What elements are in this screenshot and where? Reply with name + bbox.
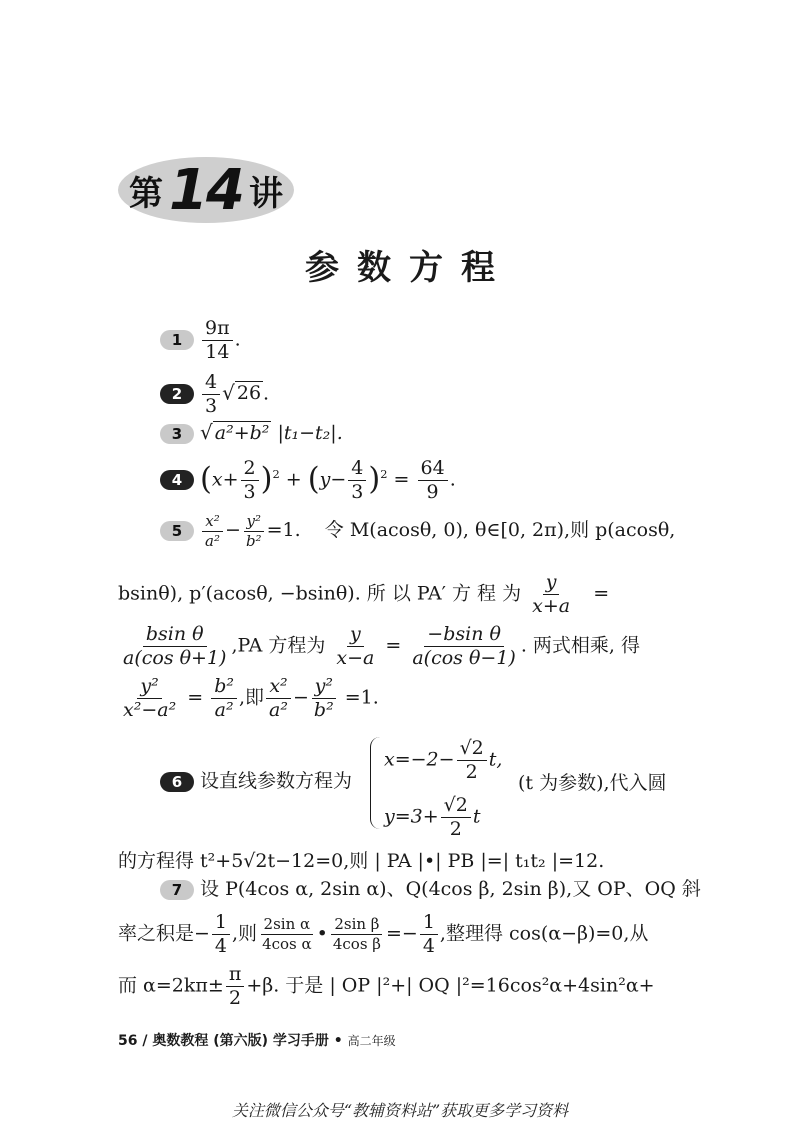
lecture-badge bbox=[118, 157, 294, 223]
question-number: 4 bbox=[160, 470, 194, 490]
grade-label: 高二年级 bbox=[347, 1034, 396, 1048]
question-number: 7 bbox=[160, 880, 194, 900]
watermark: 关注微信公众号“教辅资料站”获取更多学习资料 bbox=[231, 1101, 569, 1120]
answer-5-line-3: $\frac{\text{bsin θ}}{\text{a(cos θ+1)}}$ ,PA 方程为 $\frac{y}{x-a}$ = $\frac{\text{−bsin θ}}{\text{a(cos θ−1)}}$ . 两式相乘, 得 bbox=[123, 623, 641, 669]
answer-7-line-3: 而 α=2kπ± $\frac{\pi}{2}$ +β. 于是 | OP |²+| OQ |²=16cos²α+4sin²α+ bbox=[118, 963, 655, 1009]
answer-5-line-1: 5 $\frac{\text{x²}}{\text{a²}}$ − $\frac{\text{y²}}{\text{b²}}$ =1. 令 M(acosθ, 0), θ∈[0, 2π),则 p(acosθ, bbox=[160, 513, 675, 549]
answer-7-line-2: 率之积是− $\frac{1}{4}$ ,则 $\frac{\text{2sin α}}{\text{4cos α}}$ • $\frac{\text{2sin β}}{\text{4cos β}}$ =− $\frac{1}{4}$ ,整理得 cos(α−β)=0,从 bbox=[118, 911, 649, 957]
lecture-number: 14 bbox=[169, 157, 243, 223]
page-footer: 56 / 奥数教程 (第六版) 学习手册 • 高二年级 bbox=[118, 1033, 396, 1049]
question-number: 6 bbox=[160, 772, 194, 792]
page-title: 参数方程 bbox=[305, 248, 513, 288]
answer-7-line-1: 7 设 P(4cos α, 2sin α)、Q(4cos β, 2sin β),又 OP、OQ 斜 bbox=[160, 880, 701, 900]
lecture-suffix: 讲 bbox=[248, 173, 283, 214]
question-number: 5 bbox=[160, 521, 194, 541]
answer-2: 2 $\frac{4}{3}$ √ 26 . bbox=[160, 372, 269, 417]
question-number: 1 bbox=[160, 330, 194, 350]
answer-5-line-4: $\frac{\text{y²}}{\text{x²−a²}}$ = $\frac{\text{b²}}{\text{a²}}$ ,即 $\frac{\text{x²}}{\text{a²}}$ − $\frac{\text{y²}}{\text{b²}}$ =1. bbox=[123, 675, 379, 721]
parameter-note: (t 为参数),代入圆 bbox=[518, 772, 667, 794]
system-row-1: x=−2− $\frac{√2}{2}$ t, bbox=[384, 737, 503, 783]
answer-6-lead: 6 设直线参数方程为 bbox=[160, 772, 352, 792]
fraction: $\frac{9\pi}{14}$ bbox=[202, 318, 233, 363]
lecture-prefix: 第 bbox=[129, 173, 164, 214]
book-title: 奥数教程 (第六版) 学习手册 bbox=[152, 1033, 329, 1049]
page-number: 56 bbox=[118, 1033, 138, 1049]
fraction: $\frac{4}{3}$ bbox=[202, 372, 220, 417]
question-number: 3 bbox=[160, 424, 194, 444]
answer-4: 4 (x+ $\frac{2}{3}$ )$^2$ + (y− $\frac{4}{3}$ )$^2$ = $\frac{64}{9}$ . bbox=[160, 458, 456, 503]
system-row-2: y=3+ $\frac{√2}{2}$ t bbox=[384, 794, 481, 840]
answer-3: 3 √ a²+b² |t₁−t₂|. bbox=[160, 423, 343, 444]
system-brace bbox=[370, 737, 381, 829]
answer-5-line-2: bsinθ), p′(acosθ, −bsinθ). 所 以 PA′ 方 程 为 $\frac{y}{x+a}$ = bbox=[118, 571, 610, 617]
answer-1: 1 $\frac{9\pi}{14}$ . bbox=[160, 318, 241, 363]
answer-6-line-2: 的方程得 t²+5√2t−12=0,则 | PA |•| PB |=| t₁t₂ |=12. bbox=[118, 850, 605, 872]
question-number: 2 bbox=[160, 384, 194, 404]
